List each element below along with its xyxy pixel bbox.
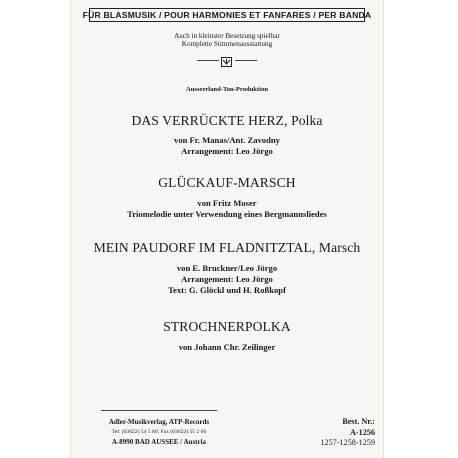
footer-rule xyxy=(101,410,217,411)
piece-title-2: GLÜCKAUF-MARSCH xyxy=(158,175,296,190)
piece-2-credit-2: Triomelodie unter Verwendung eines Bergmannsliedes xyxy=(127,209,327,219)
order-number-block xyxy=(295,417,375,449)
publisher-block xyxy=(89,417,229,447)
piece-1-credit-1: von Fr. Manas/Ant. Zavodny xyxy=(174,135,280,145)
piece-3-credit-2: Arrangement: Leo Jörgo xyxy=(181,274,273,284)
logo-rule-left xyxy=(197,60,219,61)
piece-1-credit-2: Arrangement: Leo Jörgo xyxy=(181,146,273,156)
publisher-eagle-logo-icon xyxy=(221,54,232,64)
banner: FÜR BLASMUSIK / POUR HARMONIES ET FANFARES / PER BANDA xyxy=(82,10,372,20)
publisher-name: Adler-Musikverlag, ATP-Records xyxy=(108,418,210,426)
piece-title-3: MEIN PAUDORF IM FLADNITZTAL, Marsch xyxy=(93,240,361,255)
piece-title-4: STROCHNERPOLKA xyxy=(163,319,291,334)
piece-3-credit-1: von E. Bruckner/Leo Jörgo xyxy=(176,263,278,273)
order-number-label: Best. Nr.: xyxy=(342,417,375,426)
order-number-range: 1257-1258-1259 xyxy=(320,438,375,447)
production-label: Ausseerland-Ton-Produktion xyxy=(185,86,269,93)
piece-4-credit-1: von Johann Chr. Zeilinger xyxy=(178,342,276,352)
score-cover-sheet xyxy=(70,0,384,458)
logo-rule-right xyxy=(235,60,257,61)
intro-line-1: Auch in kleinster Besetzung spielbar xyxy=(174,32,280,40)
order-number: A-1256 xyxy=(349,427,375,437)
piece-title-1: DAS VERRÜCKTE HERZ, Polka xyxy=(131,113,323,128)
publisher-phone: Tel: (03622) 54 5 80; Fax (03622) 55 2 66 xyxy=(111,429,207,435)
piece-2-credit-1: von Fritz Moser xyxy=(197,198,257,208)
intro-line-2: Komplette Stimmenausstattung xyxy=(181,40,273,48)
publisher-address: A-8990 BAD AUSSEE / Austria xyxy=(111,438,207,446)
piece-3-credit-3: Text: G. Glöckl und H. Roßkopf xyxy=(168,285,286,295)
